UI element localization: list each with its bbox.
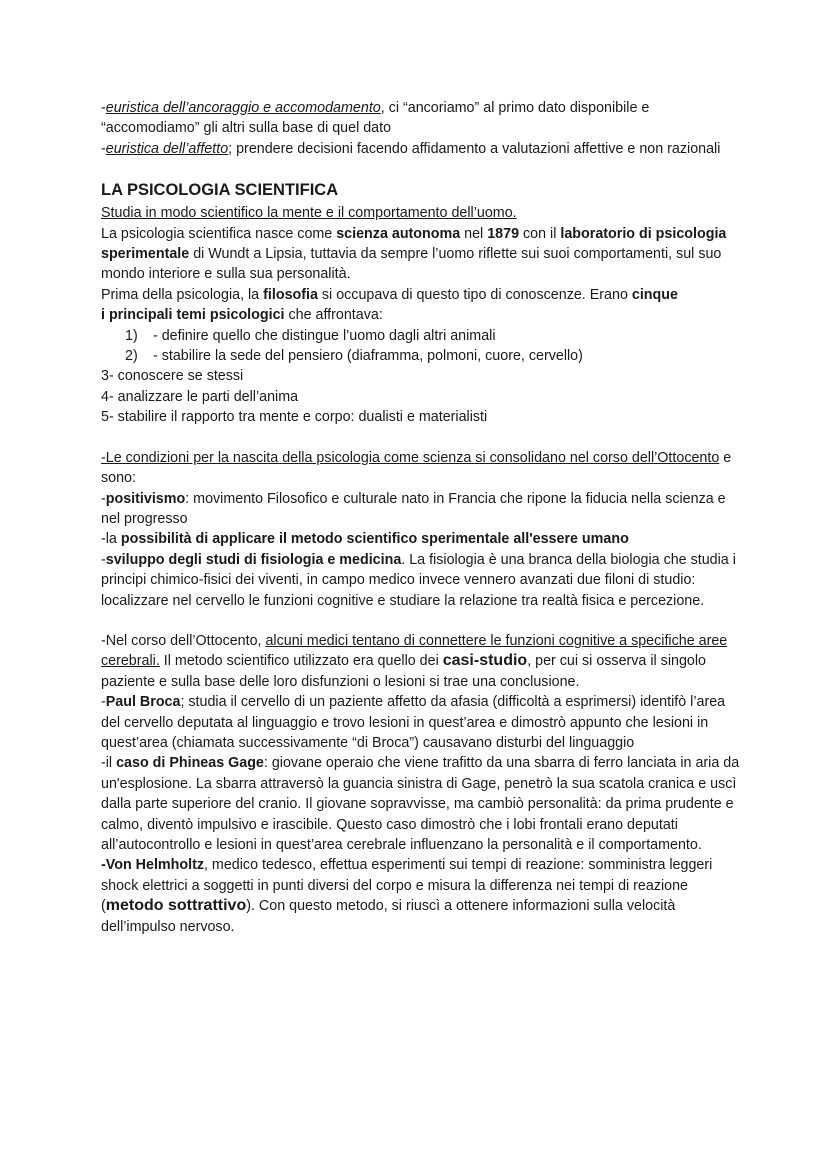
broca-paragraph: -Paul Broca; studia il cervello di un paziente affetto da afasia (difficoltà a esprimersi) identifò l’area del cervello deputata al linguaggio e trovo lesioni in quest’area e dimostrò appunto che lesioni in quest’area (chiamata successivamente “di Broca”) causavano disturbi del linguaggio — [101, 694, 726, 751]
before-bold-philosophy: filosofia — [263, 286, 318, 303]
conditions-metodo: -la possibilità di applicare il metodo scientifico sperimentale all'essere umano — [101, 531, 629, 548]
ottocento-paragraph: -Nel corso dell’Ottocento, alcuni medici tentano di connettere le funzioni cognitive a specifiche aree cerebrali. Il metodo scientifico utilizzato era quello dei casi-studio, per cui si osserva il singolo paziente e sulla base delle loro disfunzioni o lesioni si trae una conclusione. — [101, 632, 728, 690]
before-paragraph: Prima della psicologia, la filosofia si occupava di questo tipo di conoscenze. Erano cinque i principali temi psicologici che affrontava: — [101, 286, 678, 324]
gage-paragraph: -il caso di Phineas Gage: giovane operaio che viene trafitto da una sbarra di ferro lanciata in aria da un'esplosione. La sbarra attraversò la guancia sinistra di Gage, penetrò la sua scatola cranica e uscì dalla parte superiore del cranio. Il giovane sopravvisse, ma cambiò personalità: da prima prudente e calmo, diventò impulsivo e irascibile. Questo caso dimostrò che i lobi frontali erano deputati all’autocontrollo e lesioni in quest’area cerebrale influenzano la personalità e il comportamento. — [101, 755, 740, 853]
numbered-list — [101, 326, 741, 367]
list-item-4: 4- analizzare le parti dell’anima — [101, 388, 299, 405]
conditions-intro: -Le condizioni per la nascita della psicologia come scienza si consolidano nel corso dell’Ottocento e sono: — [101, 449, 732, 487]
intro-paragraph: La psicologia scientifica nasce come scienza autonoma nel 1879 con il laboratorio di psicologia sperimentale di Wundt a Lipsia, tuttavia da sempre l’uomo riflette sui suoi comportamenti, sul suo mondo interiore e sulla sua personalità. — [101, 225, 727, 283]
section-title: LA PSICOLOGIA SCIENTIFICA — [101, 181, 339, 200]
list-item-3: 3- conoscere se stessi — [101, 368, 244, 385]
list-item: 1) - definire quello che distingue l’uomo dagli altri animali — [125, 327, 496, 344]
list-item: 2) - stabilire la sede del pensiero (diaframma, polmoni, cuore, cervello) — [125, 348, 583, 365]
before-bold-five: cinque — [631, 286, 678, 303]
heuristic-affect: -euristica dell’affetto; prendere decisioni facendo affidamento a valutazioni affettive e non razionali — [101, 140, 721, 157]
heuristic-anchoring-name: euristica dell’ancoraggio e accomodamento — [105, 100, 381, 116]
heuristic-affect-text: ; prendere decisioni facendo affidamento a valutazioni affettive e non razionali — [228, 140, 721, 157]
helmholtz-paragraph: -Von Helmholtz, medico tedesco, effettua esperimenti sui tempi di reazione: somministra leggeri shock elettrici a soggetti in punti diversi del corpo e misura la differenza nei tempi di reazione (metodo sottrattivo). Con questo metodo, si riuscì a ottenere informazioni sulla velocità dell’impulso nervoso. — [101, 857, 713, 935]
conditions-sviluppo: -sviluppo degli studi di fisiologia e medicina. La fisiologia è una branca della biologia che studia i principi chimico-fisici dei viventi, in campo medico invece vennero avanzati due filoni di studio: localizzare nel cervello le funzioni cognitive e studiare la relazione tra realtà fisica e percezione. — [101, 551, 736, 609]
intro-bold-lab: laboratorio di psicologia sperimentale — [101, 225, 727, 263]
section-subtitle: Studia in modo scientifico la mente e il comportamento dell’uomo. — [101, 205, 517, 222]
heuristic-anchoring-text: , ci “ancoriamo” al primo dato disponibile e “accomodiamo” gli altri sulla base di quel dato — [101, 100, 650, 137]
list-item-5: 5- stabilire il rapporto tra mente e corpo: dualisti e materialisti — [101, 409, 488, 426]
conditions-positivismo: -positivismo: movimento Filosofico e culturale nato in Francia che ripone la fiducia nella scienza e nel progresso — [101, 490, 726, 527]
intro-bold-year: 1879 — [487, 225, 520, 242]
intro-bold-autonomous: scienza autonoma — [336, 225, 461, 242]
document-page — [101, 98, 741, 937]
before-bold-themes: i principali temi psicologici — [101, 307, 285, 324]
heuristic-anchoring: -euristica dell’ancoraggio e accomodamento, ci “ancoriamo” al primo dato disponibile e “accomodiamo” gli altri sulla base di quel dato — [101, 100, 650, 137]
heuristic-affect-name: euristica dell’affetto — [105, 140, 229, 157]
